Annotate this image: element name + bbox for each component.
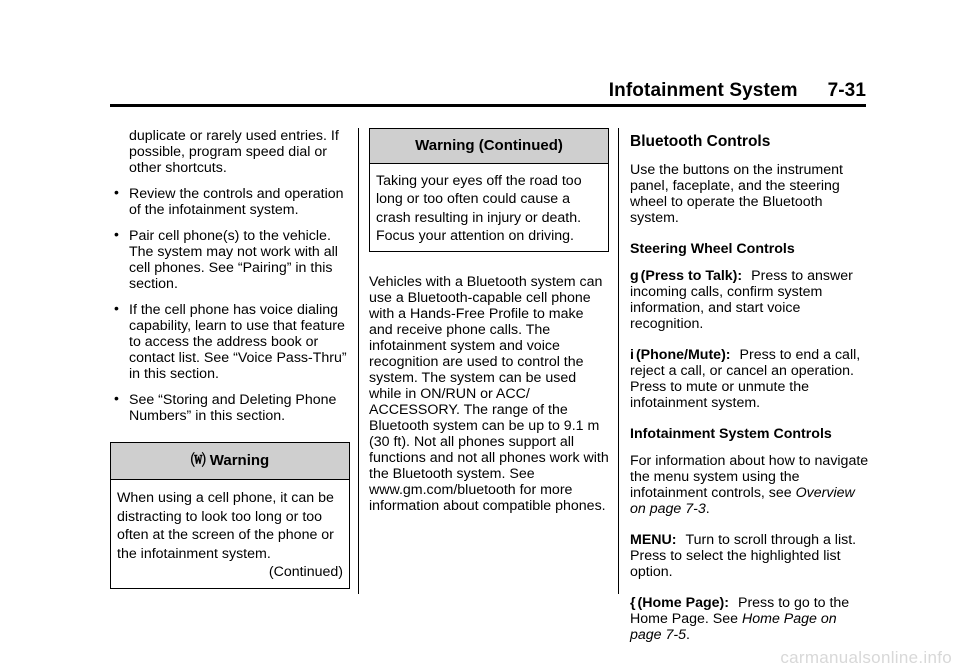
infotainment-heading: Infotainment System Controls (630, 426, 832, 442)
watermark: carmanualsonline.info (780, 648, 952, 667)
menu-entry: MENU: Turn to scroll through a list. Press to select the highlighted list option. (630, 532, 857, 580)
column-divider-2 (618, 128, 619, 594)
intro-paragraph: Use the buttons on the instrument panel, faceplate, and the steering wheel to operate the Bluetooth system. (630, 162, 843, 226)
warning-body: When using a cell phone, it can be distracting to look too long or too often at the screen of the phone or the infotainment system. (Continued) (117, 490, 343, 580)
warning-continued-title: Warning (Continued) (370, 129, 608, 164)
bullet-icon: • (114, 300, 119, 316)
press-to-talk-icon: g (630, 268, 639, 284)
warning-title: ⒲ Warning (111, 443, 349, 480)
warning-box (110, 442, 350, 589)
column-2 (369, 128, 609, 514)
talk-entry: g (Press to Talk): Press to answer incoming calls, confirm system information, and start voice recognition. (630, 268, 853, 332)
bullet-icon: • (114, 184, 119, 200)
column-divider-1 (358, 128, 359, 594)
home-entry: { (Home Page): Press to go to the Home Page. See Home Page on page 7-5. (630, 595, 850, 643)
warning-continued-body: Taking your eyes off the road too long or too often could cause a crash resulting in injury or death. Focus your attention on driving. (376, 173, 582, 244)
steering-heading: Steering Wheel Controls (630, 241, 795, 257)
warning-icon: ⒲ (190, 452, 206, 469)
bullet-icon: • (114, 226, 119, 242)
page-header (609, 80, 866, 102)
column-3 (630, 128, 870, 643)
info-entry: For information about how to navigate the menu system using the infotainment controls, see Overview on page 7-3. (630, 453, 869, 517)
list-item: • Pair cell phone(s) to the vehicle. The system may not work with all cell phones. See “Pairing” in this section. (114, 226, 338, 292)
page-number: 7-31 (827, 80, 866, 101)
list-item: • Review the controls and operation of the infotainment system. (114, 184, 344, 218)
warning-continued-box (369, 128, 609, 252)
mute-entry: i (Phone/Mute): Press to end a call, reject a call, or cancel an operation. Press to mute or unmute the infotainment system. (630, 347, 861, 411)
bullet-icon: • (114, 390, 119, 406)
tips-list (110, 186, 350, 424)
home-icon: { (630, 595, 636, 611)
home-page-link[interactable]: Home Page on page 7-5 (630, 611, 837, 643)
list-item: • If the cell phone has voice dialing capability, learn to use that feature to access the address book or contact list. See “Voice Pass-Thru” in this section. (114, 300, 347, 382)
continued-text: duplicate or rarely used entries. If possible, program speed dial or other shortcuts. (129, 128, 339, 176)
header-rule (110, 104, 866, 107)
column-1 (110, 128, 350, 589)
overview-link[interactable]: Overview on page 7-3 (630, 485, 855, 517)
continued-label: (Continued) (268, 564, 343, 580)
section-heading: Bluetooth Controls (630, 133, 771, 150)
section-title: Infotainment System (608, 80, 798, 101)
bluetooth-paragraph: Vehicles with a Bluetooth system can use a Bluetooth-capable cell phone with a Hands-Free Profile to make and receive phone calls. The infotainment system and voice recognition are used to control the system. The system can be used while in ON/RUN or ACC/ ACCESSORY. The range of the Bluetooth system can be up to 9.1 m (30 ft). Not all phones support all functions and not all phones work with the Bluetooth system. See www.gm.com/bluetooth for more information about compatible phones. (369, 274, 609, 515)
list-item: • See “Storing and Deleting Phone Numbers” in this section. (114, 390, 337, 424)
phone-mute-icon: i (630, 347, 634, 363)
